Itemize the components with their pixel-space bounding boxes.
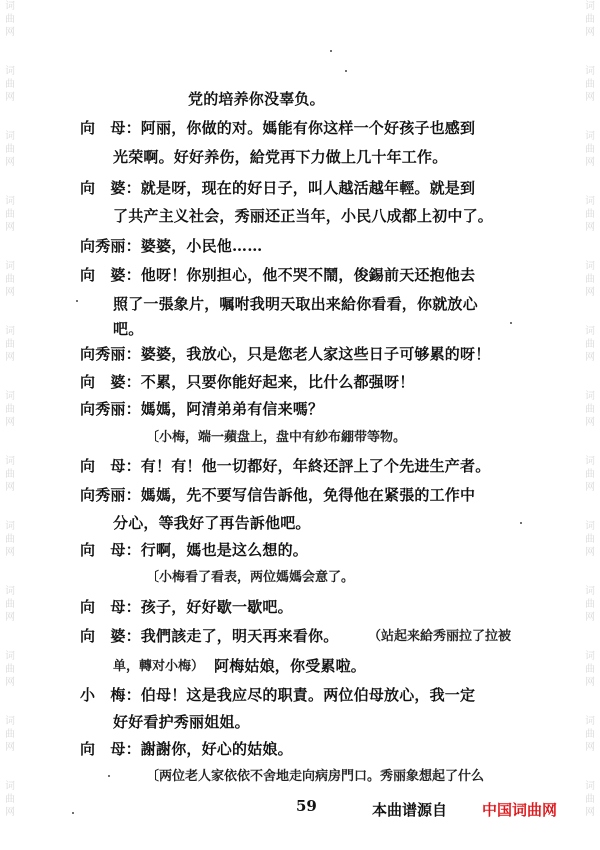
text-line: 向 婆：就是呀，现在的好日子，叫人越活越年輕。就是到 <box>80 179 476 197</box>
stage-direction: 〔小梅看了看表，两位媽媽会意了。 <box>146 570 355 585</box>
text-line: 吧。 <box>113 320 144 338</box>
watermark-right: 词 曲 网 词 曲 网 词 曲 网 词 曲 网 词 曲 网 词 曲 网 词 曲 网 词 曲 网 词 曲 网 词 曲 网 词 曲 网 词 曲 网 词 曲 网 <box>585 1 595 818</box>
stage-direction: （站起来給秀丽拉了拉被 <box>368 629 512 644</box>
text-line: 党的培养你没辜负。 <box>188 90 325 108</box>
text-line: 分心，等我好了再告訴他吧。 <box>113 514 311 532</box>
text-line: 光荣啊。好好养伤，給党再下力做上几十年工作。 <box>113 148 448 166</box>
source-site-link[interactable]: 中国词曲网 <box>482 801 558 819</box>
text-line: 照了一張象片，嘱咐我明天取出来給你看看，你就放心 <box>113 295 478 313</box>
page-number: 59 <box>296 797 317 815</box>
source-label: 本曲谱源自 <box>372 801 448 819</box>
text-line: 向 母：謝謝你，好心的姑娘。 <box>80 740 293 758</box>
text-line: 向 婆：我們該走了，明天再来看你。 <box>80 627 339 645</box>
text-line: 向 母：孩子，好好歇一歇吧。 <box>80 598 293 616</box>
print-speck <box>76 300 78 302</box>
print-speck <box>330 50 332 52</box>
text-line: 向 母：行啊，媽也是这么想的。 <box>80 541 309 559</box>
text-line: 向 婆：他呀！你别担心，他不哭不鬧，俊錫前天还抱他去 <box>80 266 476 284</box>
print-speck <box>520 522 522 524</box>
print-speck <box>72 812 74 814</box>
stage-direction: 单，轉对小梅） <box>113 659 205 674</box>
print-speck <box>510 322 512 324</box>
text-line: 了共产主义社会，秀丽还正当年，小民八成都上初中了。 <box>113 207 494 225</box>
text-line: 阿梅姑娘，你受累啦。 <box>214 657 367 675</box>
text-line: 向 母：阿丽，你做的对。媽能有你这样一个好孩子也感到 <box>80 119 476 137</box>
text-line: 向秀丽：婆婆，小民他…… <box>80 237 263 255</box>
text-line: 向秀丽：媽媽，阿清弟弟有信来嗎？ <box>80 400 324 418</box>
print-speck <box>345 70 347 72</box>
text-line: 向 婆：不累，只要你能好起来，比什么都强呀！ <box>80 373 415 391</box>
text-line: 向秀丽：婆婆，我放心，只是您老人家这些日子可够累的呀！ <box>80 345 491 363</box>
print-speck <box>108 775 110 777</box>
text-line: 好好看护秀丽姐姐。 <box>113 713 250 731</box>
text-line: 向 母：有！有！他一切都好，年終还評上了个先进生产者。 <box>80 457 491 475</box>
text-line: 小 梅：伯母！这是我应尽的职責。两位伯母放心，我一定 <box>80 686 476 704</box>
text-line: 向秀丽：媽媽，先不要写信告訴他，免得他在紧張的工作中 <box>80 486 476 504</box>
stage-direction: 〔两位老人家依依不舍地走向病房門口。秀丽象想起了什么 <box>146 769 485 784</box>
stage-direction: 〔小梅，端一蘋盘上，盘中有紗布綳带等物。 <box>146 430 407 445</box>
watermark-left: 词 曲 网 词 曲 网 词 曲 网 词 曲 网 词 曲 网 词 曲 网 词 曲 网 词 曲 网 词 曲 网 词 曲 网 词 曲 网 词 曲 网 词 曲 网 <box>5 1 15 818</box>
